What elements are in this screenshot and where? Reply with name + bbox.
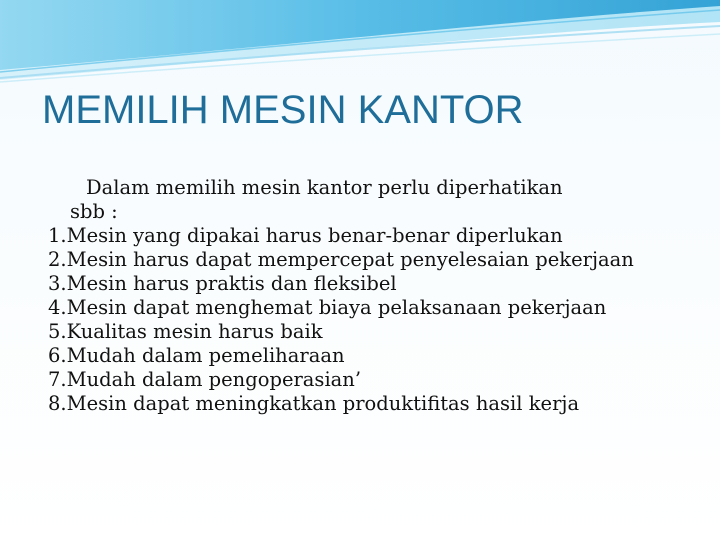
intro-line-2: sbb : <box>70 200 118 223</box>
item-text: Kualitas mesin harus baik <box>66 320 323 343</box>
item-text: Mesin harus praktis dan fleksibel <box>66 272 397 295</box>
item-text: Mesin yang dipakai harus benar-benar diperlukan <box>66 224 563 247</box>
list-item <box>48 320 688 344</box>
slide-body <box>48 176 688 416</box>
intro-line-1: Dalam memilih mesin kantor perlu diperhatikan <box>86 176 563 199</box>
list-item <box>48 224 688 248</box>
item-text: Mudah dalam pengoperasian’ <box>66 368 362 391</box>
list-item <box>48 344 688 368</box>
intro-paragraph <box>48 176 688 224</box>
item-number: 4. <box>48 296 67 319</box>
list-item <box>48 272 688 296</box>
list-item <box>48 368 688 392</box>
list-item <box>48 248 688 272</box>
item-text: Mesin harus dapat mempercepat penyelesaian pekerjaan <box>66 248 634 271</box>
item-text: Mesin dapat menghemat biaya pelaksanaan pekerjaan <box>66 296 607 319</box>
header-swoosh-decoration <box>0 0 720 90</box>
item-text: Mesin dapat meningkatkan produktifitas hasil kerja <box>66 392 580 415</box>
item-number: 7. <box>48 368 67 391</box>
item-number: 3. <box>48 272 67 295</box>
list-item <box>48 296 688 320</box>
item-number: 5. <box>48 320 67 343</box>
item-number: 6. <box>48 344 67 367</box>
list-item <box>48 392 688 416</box>
criteria-list <box>48 224 688 416</box>
item-number: 1. <box>48 224 67 247</box>
item-text: Mudah dalam pemeliharaan <box>66 344 345 367</box>
slide-title: MEMILIH MESIN KANTOR <box>42 88 524 132</box>
item-number: 2. <box>48 248 67 271</box>
item-number: 8. <box>48 392 67 415</box>
